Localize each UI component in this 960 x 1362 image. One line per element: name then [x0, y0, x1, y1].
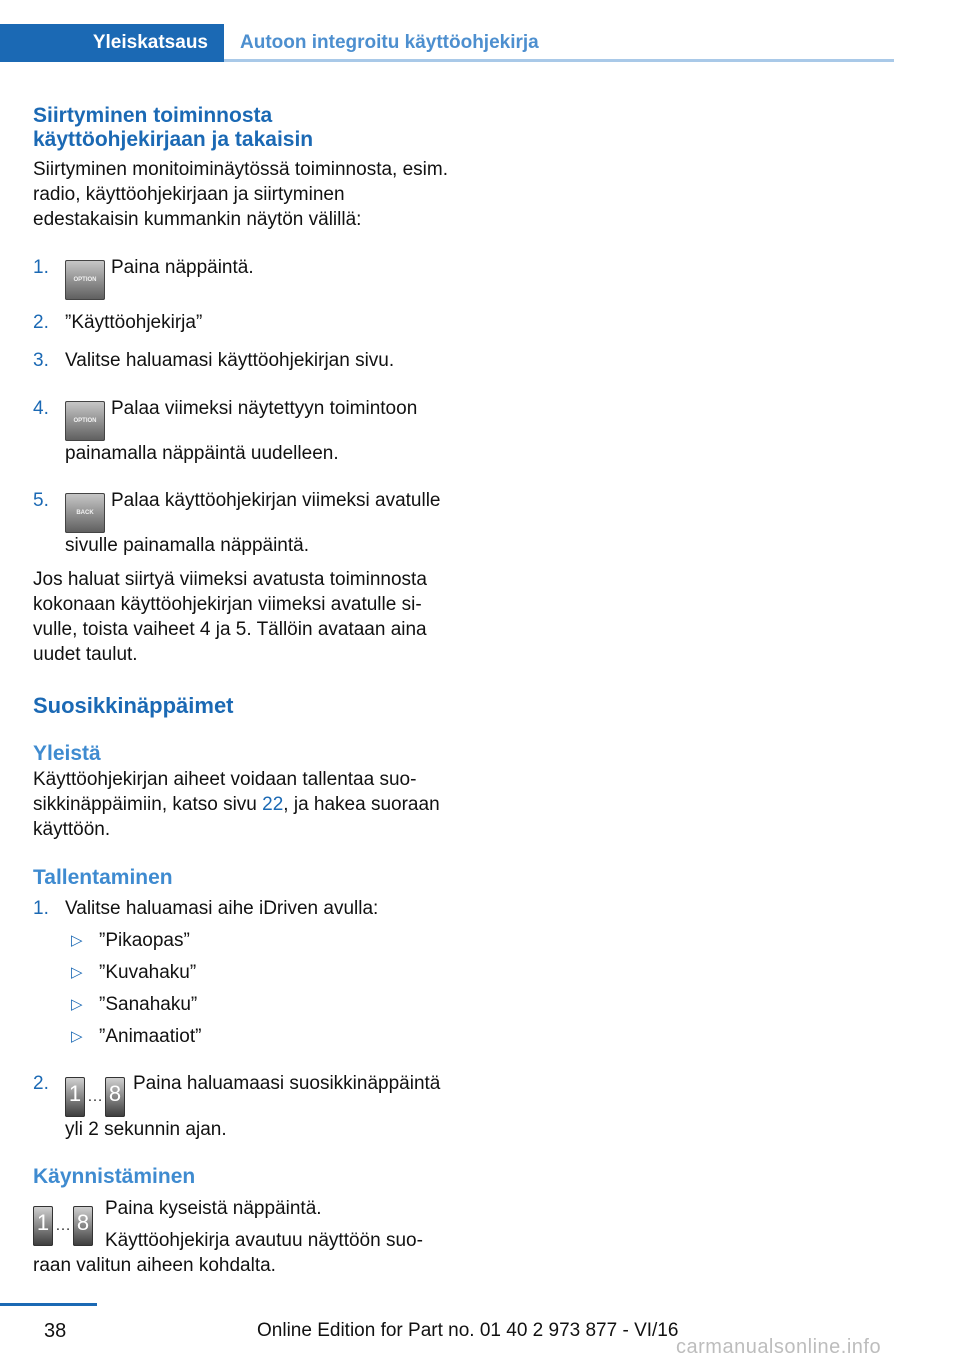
back-button-icon: BACK: [65, 493, 105, 533]
page-header: [0, 24, 894, 62]
step-text: ”Käyttöohjekirja”: [65, 312, 203, 333]
step-number: 2.: [33, 1073, 49, 1094]
saving-steps-list: [33, 896, 449, 1142]
list-item: [33, 1071, 449, 1142]
section-title-line1: Siirtyminen toiminnosta: [33, 104, 273, 127]
main-content: [33, 104, 449, 1278]
bullet-text: ”Animaatiot”: [99, 1026, 202, 1047]
list-item: [33, 310, 449, 335]
list-item: [33, 992, 449, 1017]
page-number: 38: [44, 1320, 67, 1342]
step-text: Paina näppäintä.: [111, 257, 254, 278]
list-item: [33, 960, 449, 985]
bullet-text: ”Sanahaku”: [99, 994, 198, 1015]
header-divider: [224, 59, 894, 62]
bullet-text: ”Kuvahaku”: [99, 962, 197, 983]
section-title-favorites: Suosikkinäppäimet: [33, 693, 234, 718]
outro-paragraph: Jos haluat siirtyä viimeksi avatusta toiminnosta kokonaan käyttöohjekirjan viimeksi avatulle sivulle, toista vaiheet 4 ja 5. Tällöin avataan aina uudet taulut.: [33, 569, 427, 665]
step-number: 4.: [33, 398, 49, 419]
step-text: Palaa viimeksi näytettyyn toimintoon painamalla näppäintä uudelleen.: [65, 398, 418, 464]
list-item: [33, 1024, 449, 1049]
step-number: 5.: [33, 490, 49, 511]
page-reference-link[interactable]: 22: [262, 794, 284, 815]
section-title-switch: [33, 104, 449, 152]
breadcrumb[interactable]: Autoon integroitu käyttöohjekirja: [240, 32, 539, 53]
list-item: [33, 255, 449, 300]
subsection-title-starting: Käynnistäminen: [33, 1165, 196, 1188]
list-item: [33, 928, 449, 953]
starting-block: [33, 1196, 449, 1278]
step-text: Valitse haluamasi käyttöohjekirjan sivu.: [65, 350, 395, 371]
bullet-text: ”Pikaopas”: [99, 930, 190, 951]
ellipsis: …: [55, 1217, 71, 1234]
footer-divider: [0, 1303, 97, 1306]
section-tab-overview[interactable]: Yleiskatsaus: [0, 24, 224, 62]
subsection-title-general: Yleistä: [33, 742, 101, 765]
step-number: 1.: [33, 898, 49, 919]
step-text: Paina haluamaasi suosikkinäppäintä yli 2 sekunnin ajan.: [65, 1073, 441, 1140]
step-number: 1.: [33, 257, 49, 278]
favorite-key-8-icon: 8: [73, 1206, 93, 1246]
option-button-icon: OPTION: [65, 260, 105, 300]
step-number: 2.: [33, 312, 49, 333]
general-text-after: , ja hakea suoraan käyttöön.: [33, 794, 440, 840]
step-text: Palaa käyttöohjekirjan viimeksi avatulle sivulle painamalla näppäintä.: [65, 490, 441, 556]
triangle-bullet-icon: ▷: [71, 964, 83, 981]
watermark: carmanualsonline.info: [676, 1336, 882, 1358]
intro-paragraph: Siirtyminen monitoiminäytössä toiminnosta, esim. radio, käyttöohjekirjaan ja siirtyminen edestakaisin kummankin näytön välillä:: [33, 159, 448, 230]
starting-line1: Paina kyseistä näppäintä.: [105, 1198, 322, 1219]
option-button-icon: OPTION: [65, 401, 105, 441]
triangle-bullet-icon: ▷: [71, 932, 83, 949]
edition-info: Online Edition for Part no. 01 40 2 973 877 - VI/16: [257, 1320, 679, 1341]
switch-steps-list: [33, 255, 449, 558]
step-number: 3.: [33, 350, 49, 371]
list-item: [33, 896, 449, 921]
favorite-key-1-icon: 1: [65, 1077, 85, 1117]
favorite-keys-graphic: [33, 1200, 93, 1246]
ellipsis: …: [87, 1088, 103, 1105]
list-item: [33, 348, 449, 373]
starting-line2: Käyttöohjekirja avautuu näyttöön suoraan valitun aiheen kohdalta.: [33, 1230, 423, 1276]
favorite-key-8-icon: 8: [105, 1077, 125, 1117]
section-title-line2: käyttöohjekirjaan ja takaisin: [33, 128, 314, 151]
subsection-title-saving: Tallentaminen: [33, 866, 173, 889]
triangle-bullet-icon: ▷: [71, 1028, 83, 1045]
step-text: Valitse haluamasi aihe iDriven avulla:: [65, 898, 379, 919]
triangle-bullet-icon: ▷: [71, 996, 83, 1013]
general-paragraph: [33, 767, 449, 842]
favorite-key-1-icon: 1: [33, 1206, 53, 1246]
list-item: [33, 396, 449, 466]
general-text-before: Käyttöohjekirjan aiheet voidaan tallentaa suosikkinäppäimiin, katso sivu: [33, 769, 417, 815]
list-item: [33, 488, 449, 558]
